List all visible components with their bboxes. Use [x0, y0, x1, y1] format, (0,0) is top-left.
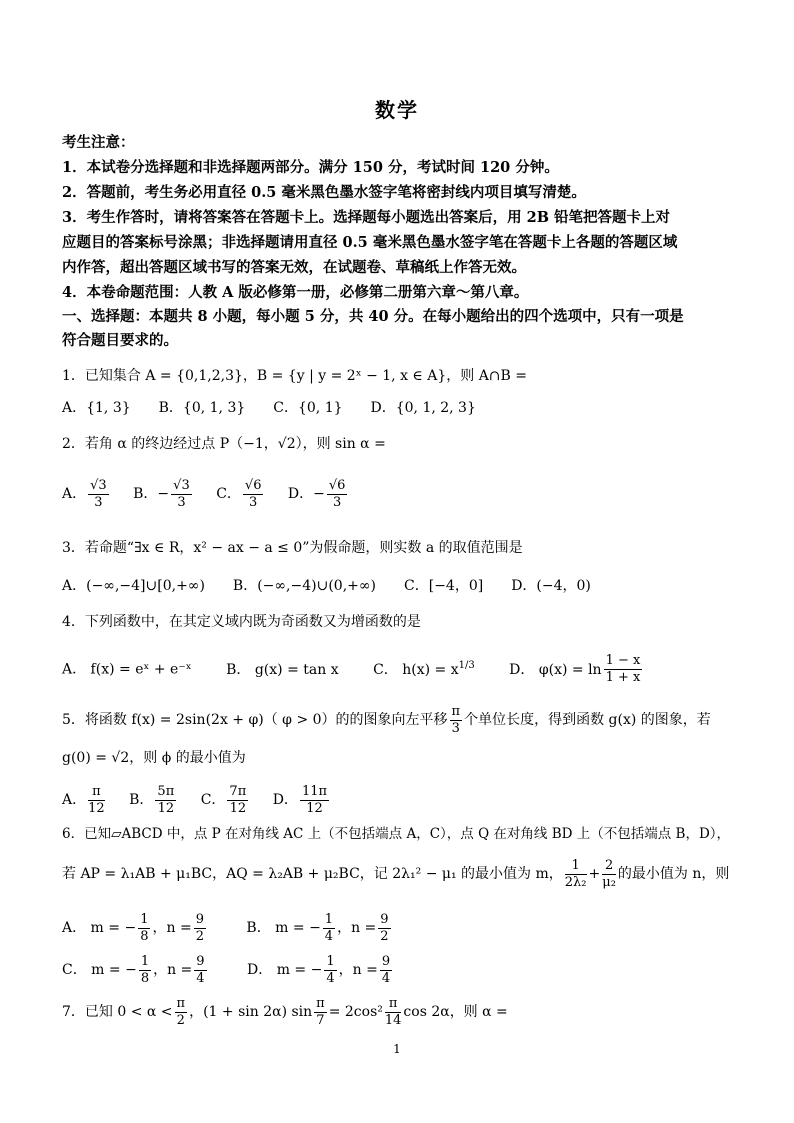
option-d-part: ，n = — [338, 962, 378, 978]
fraction-2 — [602, 858, 616, 891]
option-b-fraction — [171, 478, 192, 511]
fraction — [324, 954, 336, 987]
question-1-options: A．{1, 3} B．{0, 1, 3} C．{0, 1} D．{0, 1, 2, 3} — [62, 400, 476, 416]
numerator: 9 — [195, 911, 204, 927]
denominator: 3 — [177, 494, 186, 510]
option-a-fraction — [88, 478, 109, 511]
fraction — [194, 912, 206, 945]
denominator: μ₂ — [602, 874, 616, 890]
notice-1: 1．本试卷分选择题和非选择题两部分。满分 150 分，考试时间 120 分钟。 — [62, 159, 559, 176]
denominator: 4 — [196, 970, 205, 986]
question-6-options-cd — [62, 950, 738, 990]
option-b-label: B． — [129, 792, 154, 808]
notice-3-cont2: 内作答，超出答题区域书写的答案无效，在试题卷、草稿纸上作答无效。 — [62, 259, 526, 276]
option-d-fraction — [300, 784, 329, 817]
section-heading: 一、选择题：本题共 8 小题，每小题 5 分，共 40 分。在每小题给出的四个选项中，只有一项是 — [62, 308, 684, 325]
numerator: √3 — [90, 477, 107, 493]
option-a-part: ，n = — [152, 920, 192, 936]
notice-heading: 考生注意： — [62, 134, 135, 151]
fraction-2 — [314, 996, 327, 1029]
numerator: 9 — [380, 911, 389, 927]
fraction-1 — [175, 996, 188, 1029]
page-number: 1 — [393, 1042, 401, 1056]
denominator: 12 — [229, 800, 247, 816]
option-c-fraction — [227, 784, 248, 817]
numerator: π — [316, 995, 325, 1011]
question-4-stem: 4．下列函数中，在其定义域内既为奇函数又为增函数的是 — [62, 614, 421, 630]
question-1-stem: 1．已知集合 A = {0,1,2,3}，B = {y | y = 2ˣ − 1, x ∈ A}，则 A∩B = — [62, 368, 528, 384]
denominator: 3 — [451, 720, 460, 736]
denominator: 14 — [384, 1012, 402, 1028]
numerator: π — [385, 996, 402, 1013]
denominator: 3 — [249, 494, 258, 510]
numerator: 7π — [229, 783, 247, 799]
numerator: √3 — [173, 477, 190, 493]
option-c: C． h(x) = x — [373, 661, 459, 678]
option-d-fraction — [327, 478, 348, 511]
stem-part: 若 AP = λ₁AB + μ₁BC，AQ = λ₂AB + μ₂BC，记 2λ₁² − μ₁ 的最小值为 m， — [62, 866, 563, 882]
denominator: 4 — [326, 970, 335, 986]
numerator: √6 — [328, 477, 346, 493]
page-title: 数学 — [375, 98, 419, 122]
option-c-part: ，n = — [153, 962, 193, 978]
fraction — [138, 912, 150, 945]
fraction-3 — [385, 996, 402, 1029]
numerator: 1 − x — [605, 653, 641, 669]
denominator: 12 — [88, 800, 105, 816]
denominator: 1 + x — [605, 670, 641, 686]
option-a: A． f(x) = eˣ + e⁻ˣ — [62, 661, 192, 678]
question-3-stem: 3．若命题“∃x ∈ R，x² − ax − a ≤ 0”为假命题，则实数 a 的取值范围是 — [62, 540, 523, 556]
numerator: 9 — [381, 953, 391, 969]
notice-2: 2．答题前，考生务必用直径 0.5 毫米黑色墨水签字笔将密封线内项目填写清楚。 — [62, 184, 586, 201]
denominator: 4 — [381, 970, 391, 986]
option-b-part: ，n = — [337, 920, 377, 936]
question-7-stem — [62, 992, 738, 1032]
denominator: 3 — [94, 494, 103, 510]
numerator: 5π — [157, 783, 175, 799]
numerator: 1 — [140, 911, 149, 927]
option-c-fraction — [243, 478, 264, 511]
question-6-stem: 6．已知▱ABCD 中，点 P 在对角线 AC 上（不包括端点 A，C），点 Q 在对角线 BD 上（不包括端点 B，D）， — [62, 826, 731, 842]
denominator: 4 — [324, 928, 334, 944]
option-d: D． m = − — [247, 962, 323, 978]
numerator: 9 — [196, 953, 205, 969]
denominator: 2 — [195, 928, 204, 944]
option-d-label: D．− — [287, 486, 325, 502]
numerator: 1 — [324, 911, 334, 927]
denominator: 3 — [333, 494, 342, 510]
denominator: 2 — [176, 1012, 185, 1028]
option-c-exponent: 1/3 — [458, 660, 475, 671]
numerator: 11π — [301, 783, 328, 799]
numerator: π — [176, 995, 186, 1011]
denominator: 2 — [380, 928, 389, 944]
option-c-label: C． — [216, 486, 241, 502]
fraction — [139, 954, 151, 987]
fraction — [378, 912, 390, 945]
option-d-fraction — [604, 653, 643, 686]
shift-fraction — [450, 704, 463, 737]
question-6-stem-cont — [62, 854, 738, 894]
option-a-fraction — [88, 784, 105, 817]
stem-part: cos 2α，则 α = — [403, 1004, 508, 1020]
option-c: C． m = − — [62, 962, 137, 978]
fraction-1 — [565, 858, 587, 891]
question-4-options — [62, 646, 738, 686]
question-2-stem: 2．若角 α 的终边经过点 P（−1，√2），则 sin α = — [62, 436, 386, 452]
question-5-options — [62, 780, 738, 820]
stem-part: ，(1 + sin 2α) sin — [189, 1004, 313, 1020]
notice-3: 3．考生作答时，请将答案答在答题卡上。选择题每小题选出答案后，用 2B 铅笔把答题卡上对 — [62, 209, 671, 226]
denominator: 12 — [157, 800, 175, 816]
stem-part: = 2cos² — [328, 1004, 383, 1020]
plus-sign: + — [588, 866, 601, 882]
denominator: 2λ₂ — [564, 874, 587, 890]
numerator: π — [451, 703, 461, 719]
question-3-options: A．(−∞,−4]∪[0,+∞) B．(−∞,−4)∪(0,+∞) C．[−4，0] D．(−4，0) — [62, 578, 591, 594]
option-a-label: A． — [62, 792, 87, 808]
stem-part: 5．将函数 f(x) = 2sin(2x + φ)（ φ > 0）的的图象向左平移 — [62, 712, 448, 728]
option-c-label: C． — [200, 792, 226, 808]
question-2-options — [62, 474, 738, 514]
numerator: 2 — [602, 858, 616, 875]
denominator: 12 — [306, 800, 323, 816]
question-5-stem-cont: g(0) = √2，则 ϕ 的最小值为 — [62, 750, 246, 766]
stem-part: 7．已知 0 < α < — [62, 1004, 173, 1020]
stem-part: 的最小值为 n，则 — [617, 866, 730, 882]
stem-part: 个单位长度，得到函数 g(x) 的图象，若 — [464, 712, 711, 728]
option-b-label: B．− — [133, 486, 170, 502]
numerator: 1 — [326, 953, 335, 969]
question-6-options-ab — [62, 908, 738, 948]
numerator: 1 — [565, 858, 587, 875]
denominator: 7 — [316, 1012, 325, 1028]
question-5-stem — [62, 700, 738, 740]
fraction — [380, 954, 392, 987]
option-b: B． m = − — [246, 920, 321, 936]
option-a: A． m = − — [62, 920, 137, 936]
option-b-fraction — [155, 784, 176, 817]
numerator: 1 — [140, 953, 150, 969]
fraction — [194, 954, 206, 987]
notice-4: 4．本卷命题范围：人教 A 版必修第一册，必修第二册第六章～第八章。 — [62, 284, 529, 301]
option-d: D． φ(x) = ln — [509, 661, 602, 678]
numerator: √6 — [244, 477, 262, 493]
option-d-label: D． — [272, 792, 298, 808]
notice-3-cont: 应题目的答案标号涂黑；非选择题请用直径 0.5 毫米黑色墨水签字笔在答题卡上各题的答题区域 — [62, 234, 678, 251]
fraction — [323, 912, 335, 945]
option-a-label: A． — [62, 486, 87, 502]
numerator: π — [88, 784, 105, 801]
section-heading-cont: 符合题目要求的。 — [62, 332, 178, 349]
option-b: B． g(x) = tan x — [226, 661, 339, 678]
denominator: 8 — [140, 970, 150, 986]
denominator: 8 — [140, 928, 149, 944]
